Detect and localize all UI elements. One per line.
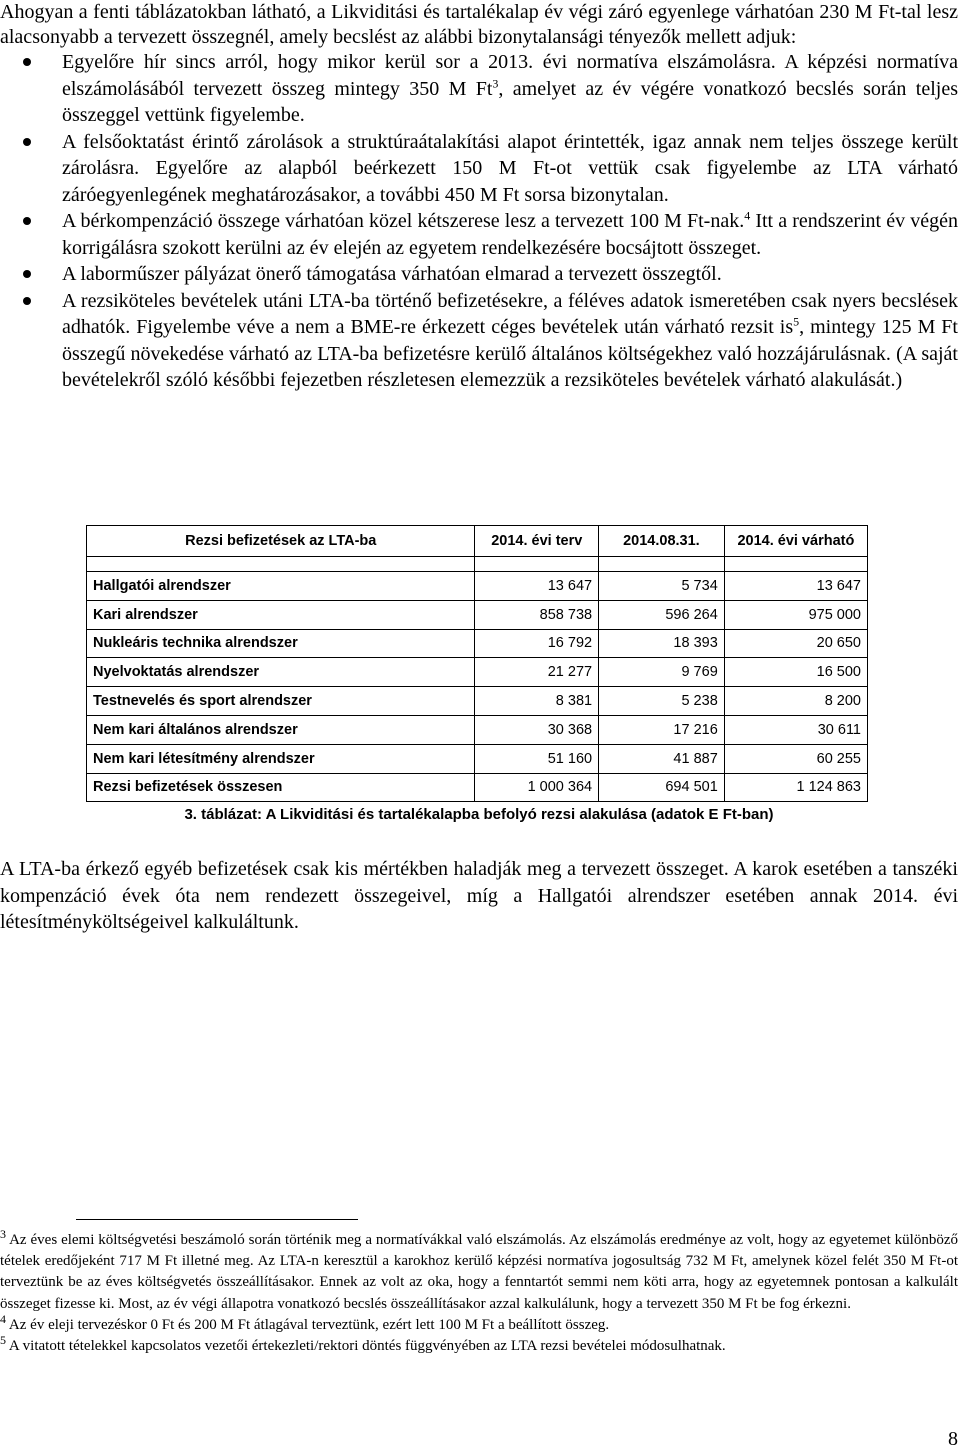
- table-row: [87, 715, 868, 744]
- table-header: 2014.08.31.: [599, 526, 725, 557]
- table-row: [87, 629, 868, 658]
- footnote: [0, 1227, 958, 1315]
- row-label: Nukleáris technika alrendszer: [87, 629, 475, 658]
- bullet-text-cont: , amelyet az év végére vonatkozó becslés során teljes összeggel vettünk figyelembe.: [62, 77, 958, 126]
- row-label: Kari alrendszer: [87, 600, 475, 629]
- row-label: Testnevelés és sport alrendszer: [87, 687, 475, 716]
- table-header: 2014. évi várható: [724, 526, 867, 557]
- table-row: [87, 572, 868, 601]
- cell-value: 975 000: [724, 600, 867, 629]
- bullet-list: [0, 49, 958, 394]
- bullet-text: Egyelőre hír sincs arról, hogy mikor kerül sor a 2013. évi normatíva elszámolásra. A képzési normatíva elszámolásából tervezett összeg mintegy 350 M Ft: [62, 51, 958, 100]
- bullet-icon: [23, 297, 31, 305]
- cell-value: 16 792: [475, 629, 599, 658]
- bullet-icon: [23, 270, 31, 278]
- bullet-icon: [23, 58, 31, 66]
- footnote-ref: 4: [744, 208, 751, 223]
- footnote-ref: 3: [492, 75, 499, 90]
- footnote-separator: [76, 1219, 358, 1220]
- cell-value: 41 887: [599, 744, 725, 773]
- footnote: [0, 1311, 958, 1336]
- page-number: 8: [948, 1428, 958, 1450]
- footnote-number: 5: [0, 1333, 6, 1348]
- table-header: Rezsi befizetések az LTA-ba: [87, 526, 475, 557]
- cell-value: 17 216: [599, 715, 725, 744]
- table-row: [87, 658, 868, 687]
- rezsi-table: [86, 525, 868, 802]
- footnote-text: A vitatott tételekkel kapcsolatos vezetői értekezleti/rektori döntés függvényében az LTA rezsi bevételei módosulhatnak.: [6, 1338, 726, 1355]
- table-row: [87, 600, 868, 629]
- table-header: 2014. évi terv: [475, 526, 599, 557]
- cell-value: 30 611: [724, 715, 867, 744]
- bullet-item: [0, 49, 958, 129]
- cell-value: 5 238: [599, 687, 725, 716]
- cell-value: 60 255: [724, 744, 867, 773]
- table-spacer: [87, 557, 868, 572]
- intro-paragraph: Ahogyan a fenti táblázatokban látható, a Likviditási és tartalékalap év végi záró egyenlege várhatóan 230 M Ft-tal lesz alacsonyabb a tervezett összegnél, amely becslést az alábbi bizonytalansági tényezők mellett adjuk:: [0, 1, 958, 48]
- footnote-text: Az év eleji tervezéskor 0 Ft és 200 M Ft átlagával terveztünk, ezért lett 100 M Ft a beállított összeg.: [6, 1316, 610, 1333]
- cell-value: 30 368: [475, 715, 599, 744]
- table-header-row: [87, 526, 868, 557]
- cell-value: 858 738: [475, 600, 599, 629]
- bullet-text: A rezsiköteles bevételek utáni LTA-ba történő befizetésekre, a féléves adatok ismeretében csak nyers becslések adhatók. Figyelembe véve a nem a BME-re érkezett céges bevételek után várható rezsit is: [62, 289, 958, 338]
- table-caption: 3. táblázat: A Likviditási és tartalékalapba befolyó rezsi alakulása (adatok E Ft-ban): [184, 806, 774, 823]
- cell-value: 18 393: [599, 629, 725, 658]
- cell-value: 13 647: [724, 572, 867, 601]
- row-label: Nem kari létesítmény alrendszer: [87, 744, 475, 773]
- cell-value: 16 500: [724, 658, 867, 687]
- cell-value: 1 124 863: [724, 773, 867, 802]
- cell-value: 5 734: [599, 572, 725, 601]
- cell-value: 694 501: [599, 773, 725, 802]
- bullet-item: [0, 129, 958, 209]
- bullet-text: A bérkompenzáció összege várhatóan közel kétszerese lesz a tervezett 100 M Ft-nak.: [62, 210, 745, 232]
- row-label: Hallgatói alrendszer: [87, 572, 475, 601]
- bullet-text: A felsőoktatást érintő zárolások a struktúraátalakítási alapot érintették, igaz annak nem teljes összege került zárolásra. Egyelőre az alapból beérkezett 150 M Ft-ot vettük csak figyelembe az LTA várható záróegyenlegének meghatározásakor, a további 450 M Ft sorsa bizonytalan.: [62, 130, 958, 206]
- bullet-text-cont: Itt a rendszerint év végén korrigálásra szokott kerülni az év elején az egyetem rendelkezésére bocsájtott összeget.: [62, 210, 958, 259]
- footnotes: [0, 1227, 958, 1357]
- row-label: Rezsi befizetések összesen: [87, 773, 475, 802]
- cell-value: 13 647: [475, 572, 599, 601]
- row-label: Nem kari általános alrendszer: [87, 715, 475, 744]
- body-paragraph: A LTA-ba érkező egyéb befizetések csak kis mértékben haladják meg a tervezett összeget. A karok esetében a tanszéki kompenzáció évek óta nem rendezett összegeivel, míg a Hallgatói alrendszer esetében annak 2014. évi létesítményköltségeivel kalkuláltunk.: [0, 858, 958, 933]
- footnote-text: Az éves elemi költségvetési beszámoló során történik meg a normatívákkal való elszámolás. Az elszámolás eredménye az volt, hogy az egyetemet különböző tételek eredőjeként 717 M Ft illetné meg. Az LTA-n keresztül a karokhoz kerülő képzési normatíva jogosultság 732 M Ft, amelynek közel felét 350 M Ft-ot terveztünk be az éves költségvetés összeállításakor. Ennek az volt az oka, hogy a fenntartót semmi nem köti arra, hogy az egyetemnek pontosan a kalkulált összeget fizesse ki. Most, az év végi állapotra vonatkozó becslés összeállításakor azzal kalkulálunk, hogy a tervezett 350 M Ft be fog érkezni.: [0, 1232, 958, 1312]
- bullet-icon: [23, 217, 31, 225]
- cell-value: 9 769: [599, 658, 725, 687]
- footnote-ref: 5: [793, 314, 800, 329]
- row-label: Nyelvoktatás alrendszer: [87, 658, 475, 687]
- cell-value: 1 000 364: [475, 773, 599, 802]
- table-row: [87, 744, 868, 773]
- table-total-row: [87, 773, 868, 802]
- bullet-icon: [23, 138, 31, 146]
- footnote-number: 4: [0, 1311, 6, 1326]
- bullet-item: [0, 208, 958, 261]
- cell-value: 596 264: [599, 600, 725, 629]
- bullet-text: A laborműszer pályázat önerő támogatása várhatóan elmarad a tervezett összegtől.: [62, 263, 722, 285]
- cell-value: 51 160: [475, 744, 599, 773]
- cell-value: 20 650: [724, 629, 867, 658]
- bullet-item: [0, 288, 958, 394]
- bullet-item: [0, 261, 958, 288]
- cell-value: 21 277: [475, 658, 599, 687]
- cell-value: 8 200: [724, 687, 867, 716]
- cell-value: 8 381: [475, 687, 599, 716]
- table-row: [87, 687, 868, 716]
- bullet-text-cont: , mintegy 125 M Ft összegű növekedése várható az LTA-ba befizetésre kerülő általános költségekhez való hozzájárulásnak. (A saját bevételekről szóló későbbi fejezetben részletesen elemezzük a rezsiköteles bevételek várható alakulását.): [62, 316, 958, 391]
- footnote: [0, 1333, 958, 1357]
- footnote-number: 3: [0, 1227, 6, 1241]
